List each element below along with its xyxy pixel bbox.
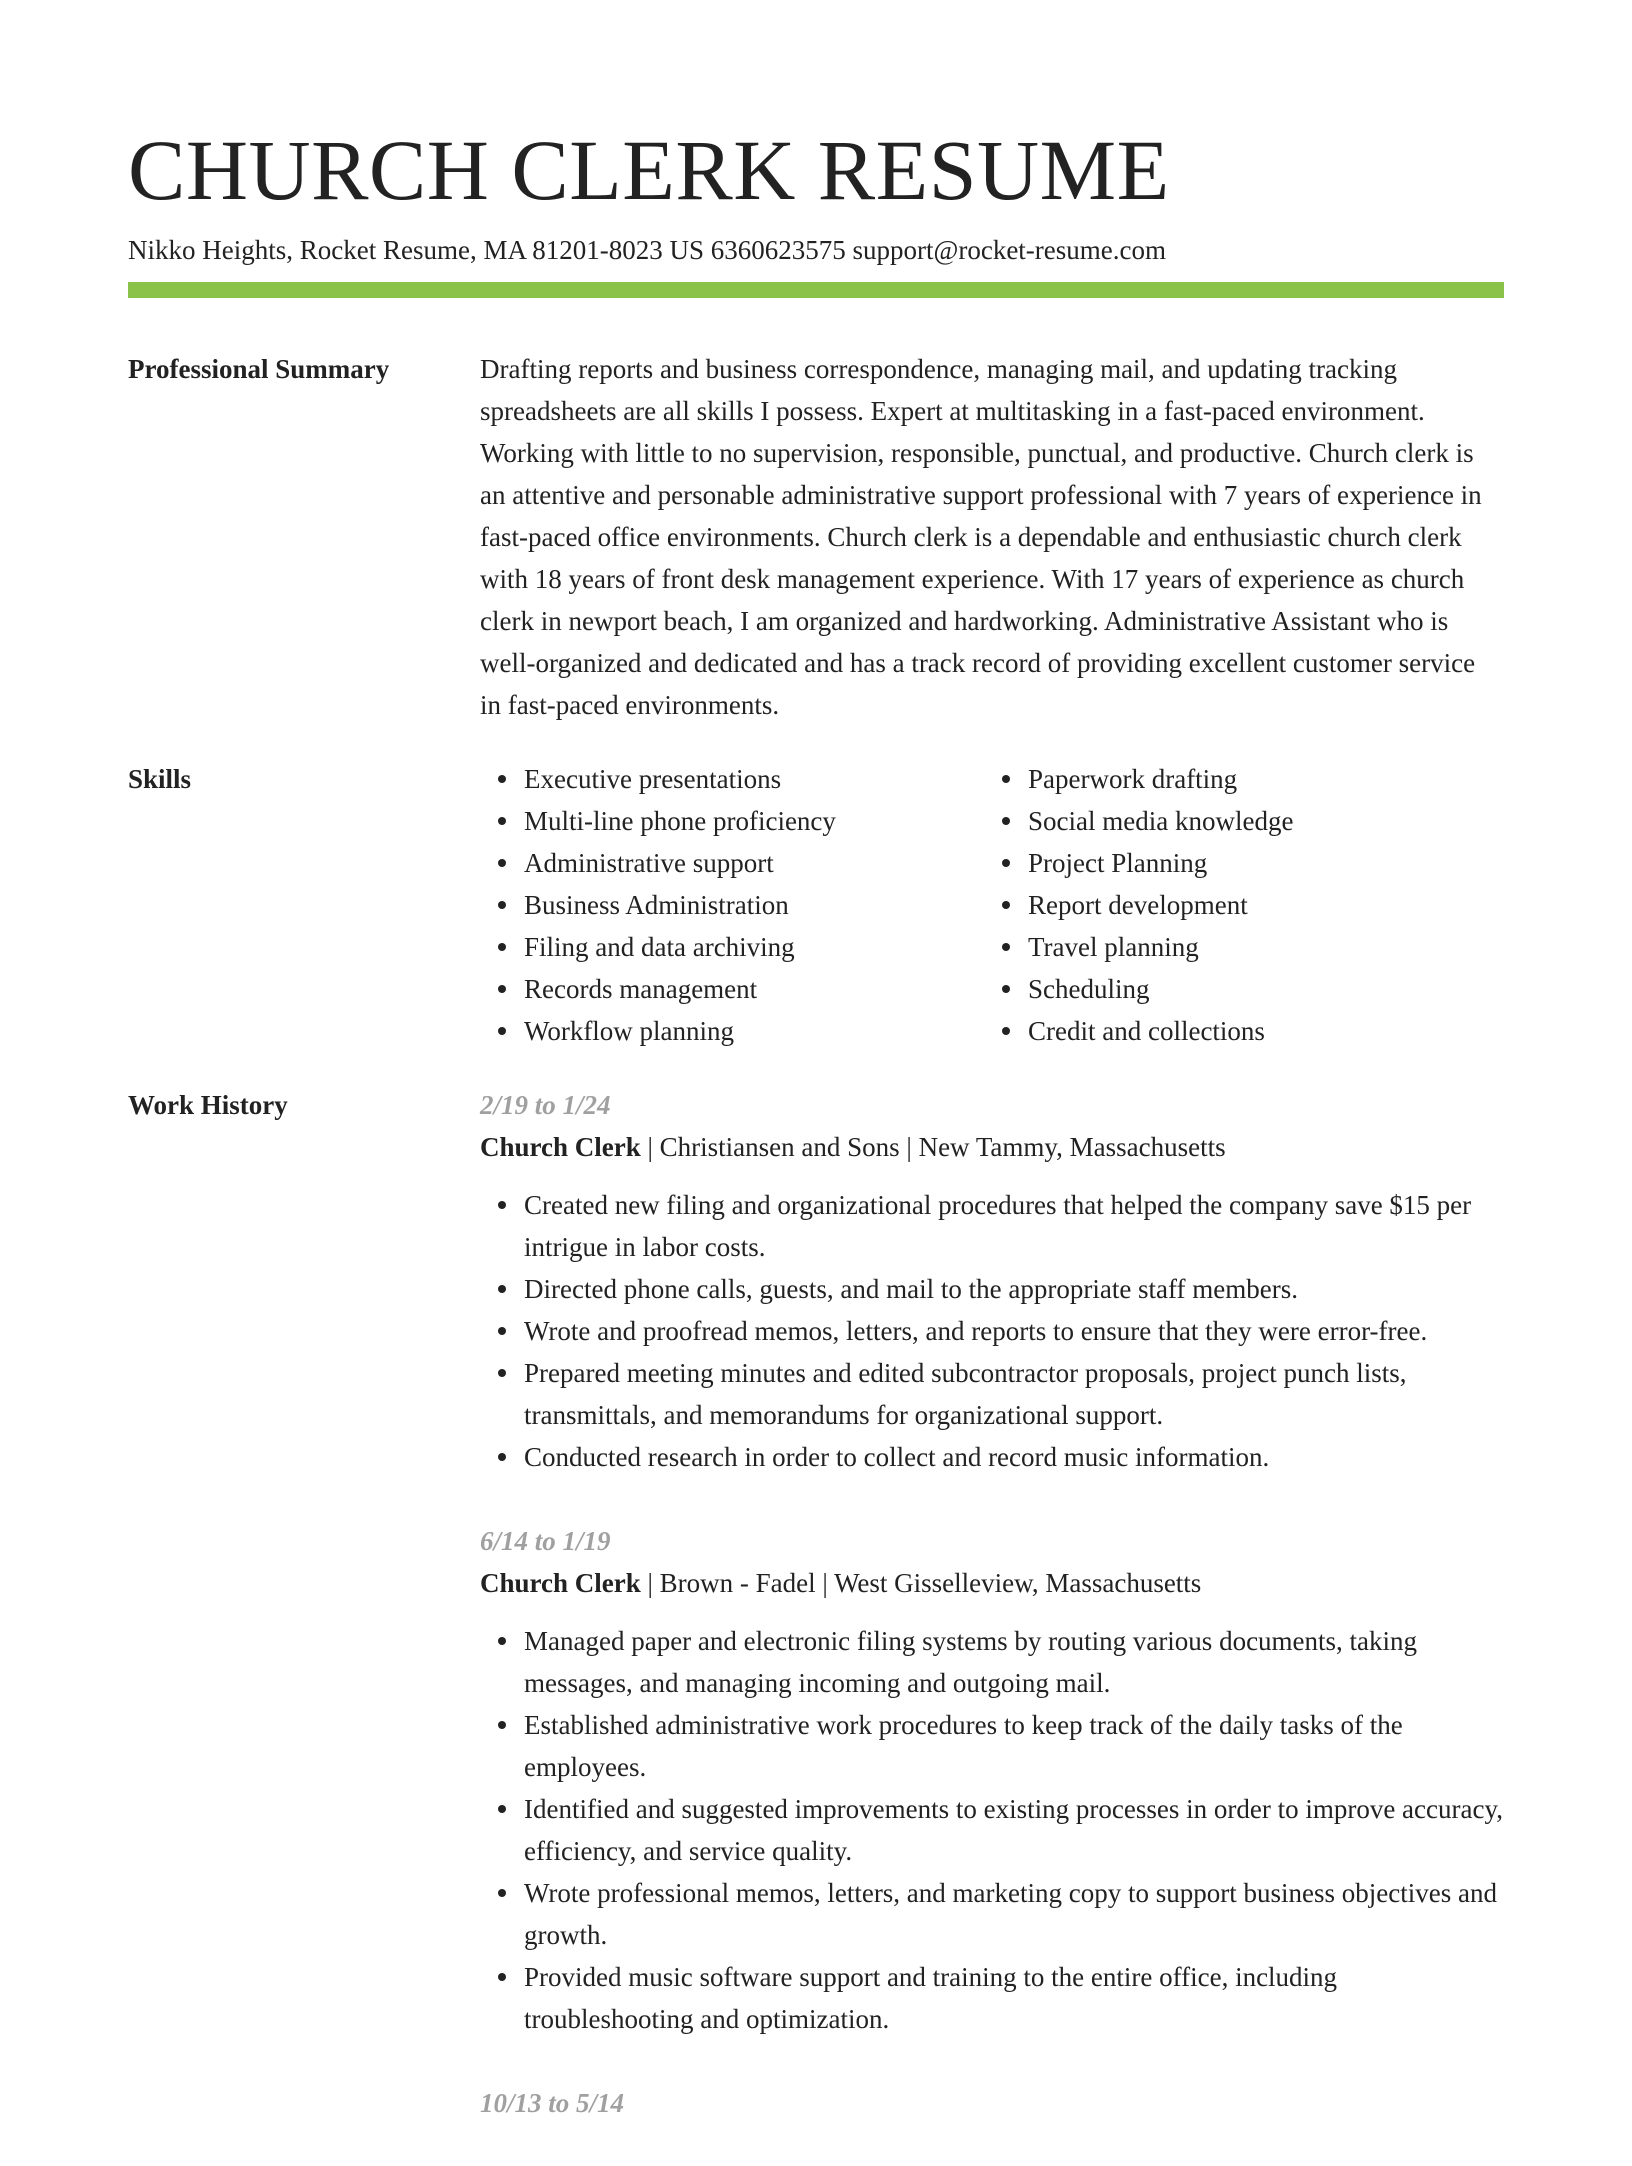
job-header (480, 1126, 1504, 1168)
job-details: | Christiansen and Sons | New Tammy, Massachusetts (640, 1132, 1226, 1162)
job-entry (480, 1084, 1504, 1478)
job-entry (480, 2082, 1504, 2124)
summary-text: Drafting reports and business correspondence, managing mail, and updating tracking spreadsheets are all skills I possess. Expert at multitasking in a fast-paced environment. Working with little to no supervision, responsible, punctual, and productive. Church clerk is an attentive and personable administrative support professional with 7 years of experience in fast-paced office environments. Church clerk is a dependable and enthusiastic church clerk with 18 years of front desk management experience. With 17 years of experience as church clerk in newport beach, I am organized and hardworking. Administrative Assistant who is well-organized and dedicated and has a track record of providing excellent customer service in fast-paced environments. (480, 354, 1482, 720)
accent-divider (128, 282, 1504, 298)
skill-item: Report development (1028, 884, 1488, 926)
job-bullet: Identified and suggested improvements to existing processes in order to improve accuracy, efficiency, and service quality. (524, 1788, 1504, 1872)
job-header (480, 1562, 1504, 1604)
job-details: | Brown - Fadel | West Gisselleview, Massachusetts (640, 1568, 1202, 1598)
job-bullet: Prepared meeting minutes and edited subcontractor proposals, project punch lists, transmittals, and memorandums for organizational support. (524, 1352, 1504, 1436)
skill-item: Business Administration (524, 884, 984, 926)
job-bullet: Established administrative work procedures to keep track of the daily tasks of the employees. (524, 1704, 1504, 1788)
skills-section (128, 758, 1504, 1052)
job-bullet: Provided music software support and training to the entire office, including troubleshooting and optimization. (524, 1956, 1504, 2040)
job-bullet-list (480, 1620, 1504, 2040)
skill-item: Scheduling (1028, 968, 1488, 1010)
job-dates: 2/19 to 1/24 (480, 1090, 611, 1120)
summary-body (480, 348, 1504, 726)
job-title: Church Clerk (480, 1568, 641, 1598)
job-bullet: Conducted research in order to collect and record music information. (524, 1436, 1504, 1478)
work-history-body (480, 1084, 1504, 2166)
job-title: Church Clerk (480, 1132, 641, 1162)
job-bullet: Wrote and proofread memos, letters, and reports to ensure that they were error-free. (524, 1310, 1504, 1352)
job-bullet-list (480, 1184, 1504, 1478)
job-bullet: Wrote professional memos, letters, and marketing copy to support business objectives and growth. (524, 1872, 1504, 1956)
skill-item: Credit and collections (1028, 1010, 1488, 1052)
job-dates: 6/14 to 1/19 (480, 1526, 611, 1556)
skill-item: Paperwork drafting (1028, 758, 1488, 800)
skills-list-left (480, 758, 984, 1052)
resume-title: CHURCH CLERK RESUME (128, 122, 1170, 218)
job-dates: 10/13 to 5/14 (480, 2088, 625, 2118)
skill-item: Executive presentations (524, 758, 984, 800)
skill-item: Multi-line phone proficiency (524, 800, 984, 842)
contact-line: Nikko Heights, Rocket Resume, MA 81201-8023 US 6360623575 support@rocket-resume.com (128, 235, 1166, 265)
skill-item: Social media knowledge (1028, 800, 1488, 842)
skill-item: Project Planning (1028, 842, 1488, 884)
skills-column-right (984, 758, 1488, 1052)
summary-heading: Professional Summary (128, 354, 390, 384)
resume-page (128, 120, 1504, 2166)
skills-heading: Skills (128, 764, 192, 794)
skill-item: Filing and data archiving (524, 926, 984, 968)
skill-item: Travel planning (1028, 926, 1488, 968)
summary-section (128, 348, 1504, 726)
work-history-heading: Work History (128, 1090, 288, 1120)
job-entry (480, 1520, 1504, 2040)
skills-column-left (480, 758, 984, 1052)
job-bullet: Managed paper and electronic filing systems by routing various documents, taking messages, and managing incoming and outgoing mail. (524, 1620, 1504, 1704)
skills-columns (480, 758, 1504, 1052)
job-bullet: Directed phone calls, guests, and mail to the appropriate staff members. (524, 1268, 1504, 1310)
skills-list-right (984, 758, 1488, 1052)
skill-item: Records management (524, 968, 984, 1010)
work-history-section (128, 1084, 1504, 2166)
skill-item: Administrative support (524, 842, 984, 884)
job-bullet: Created new filing and organizational procedures that helped the company save $15 per intrigue in labor costs. (524, 1184, 1504, 1268)
skill-item: Workflow planning (524, 1010, 984, 1052)
